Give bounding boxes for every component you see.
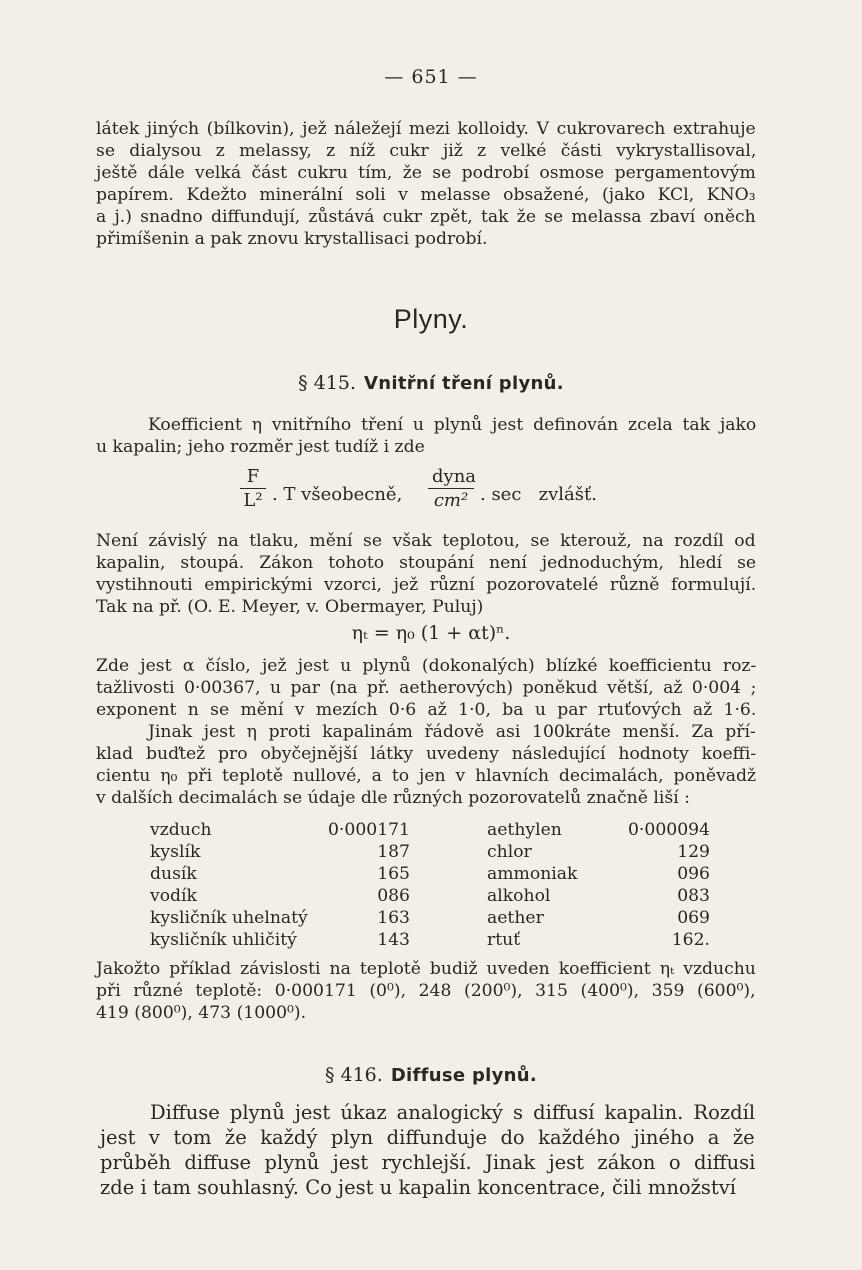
- table-row: [150, 885, 710, 907]
- paragraph-temperature-example: [96, 958, 756, 1024]
- table-cell: 162.: [671, 930, 710, 950]
- text-line: Není závislý na tlaku, mění se však teplotou, se kterouž, na rozdíl od: [96, 531, 756, 551]
- fraction-denominator: L²: [243, 490, 263, 511]
- table-cell: 163: [377, 908, 410, 928]
- table-cell: 0·000171: [327, 820, 410, 840]
- table-cell: 086: [377, 886, 410, 906]
- table-cell: 083: [677, 886, 710, 906]
- text-line: jest v tom že každý plyn diffunduje do každého jiného a že: [100, 1126, 755, 1149]
- table-cell: 096: [677, 864, 710, 884]
- table-cell: 069: [677, 908, 710, 928]
- table-cell: ammoniak: [487, 864, 578, 884]
- table-cell: 165: [377, 864, 410, 884]
- table-cell: vzduch: [150, 820, 212, 840]
- text-line: Jinak jest η proti kapalinám řádově asi 100kráte menší. Za pří-: [148, 722, 756, 742]
- table-cell: kyslík: [150, 842, 201, 862]
- text-line: v dalších decimalách se údaje dle různých pozorovatelů značně liší :: [96, 788, 690, 808]
- dimension-formula: [240, 466, 660, 520]
- section-415-header: [0, 372, 862, 394]
- text-line: přimíšenin a pak znovu krystallisaci podrobí.: [96, 229, 488, 249]
- table-cell: dusík: [150, 864, 197, 884]
- table-cell: 187: [377, 842, 410, 862]
- table-row: [150, 907, 710, 929]
- text-line: 419 (800⁰), 473 (1000⁰).: [96, 1003, 307, 1023]
- table-cell: rtuť: [487, 930, 521, 950]
- table-cell: chlor: [487, 842, 532, 862]
- chapter-title: Plyny.: [393, 304, 469, 334]
- text-line: Koefficient η vnitřního tření u plynů jest definován zcela tak jako: [148, 415, 757, 435]
- table-cell: aether: [487, 908, 544, 928]
- table-cell: vodík: [150, 886, 197, 906]
- page-number: — 651 —: [384, 66, 478, 88]
- fraction-numerator: dyna: [432, 466, 477, 487]
- text-line: tažlivosti 0·00367, u par (na př. aetherových) poněkud větší, až 0·004 ;: [96, 678, 757, 698]
- formula-text: . T všeobecně,: [272, 484, 403, 505]
- text-line: látek jiných (bílkovin), jež náležejí mezi kolloidy. V cukrovarech extrahuje: [96, 119, 756, 139]
- section-heading: Diffuse plynů.: [390, 1065, 538, 1086]
- text-line: u kapalin; jeho rozměr jest tudíž i zde: [96, 437, 425, 457]
- section-number: § 416.: [324, 1064, 383, 1086]
- section-416-header: [0, 1064, 862, 1086]
- table-cell: 0·000094: [627, 820, 710, 840]
- table-row: [150, 929, 710, 951]
- text-line: klad buďtež pro obyčejnější látky uvedeny následující hodnoty koeffi-: [96, 744, 757, 764]
- table-cell: kysličník uhličitý: [150, 930, 297, 950]
- fraction-numerator: F: [246, 466, 260, 487]
- table-row: [150, 841, 710, 863]
- text-line: průběh diffuse plynů jest rychlejší. Jinak jest zákon o diffusi: [100, 1151, 756, 1174]
- text-line: cientu η₀ při teplotě nullové, a to jen v hlavních decimalách, poněvadž: [96, 766, 757, 786]
- table-row: [150, 819, 710, 841]
- fraction-denominator: cm²: [433, 490, 469, 511]
- table-row: [150, 863, 710, 885]
- text-line: exponent n se mění v mezích 0·6 až 1·0, ba u par rtuťových až 1·6.: [96, 700, 757, 720]
- text-line: Zde jest α číslo, jež jest u plynů (dokonalých) blízké koefficientu roz-: [96, 656, 757, 676]
- viscosity-formula: ηₜ = η₀ (1 + αt)ⁿ.: [351, 622, 511, 644]
- table-cell: 143: [377, 930, 410, 950]
- paragraph-viscosity-intro: [96, 414, 756, 458]
- table-cell: aethylen: [487, 820, 562, 840]
- table-cell: alkohol: [487, 886, 551, 906]
- text-line: papírem. Kdežto minerální soli v melasse obsažené, (jako KCl, KNO₃: [96, 185, 756, 205]
- text-line: zde i tam souhlasný. Co jest u kapalin koncentrace, čili množství: [100, 1176, 736, 1199]
- text-line: při různé teplotě: 0·000171 (0⁰), 248 (200⁰), 315 (400⁰), 359 (600⁰),: [96, 981, 756, 1001]
- section-number: § 415.: [298, 372, 356, 394]
- text-line: ještě dále velká část cukru tím, že se podrobí osmose pergamentovým: [96, 163, 756, 183]
- fraction-bar: [240, 488, 266, 489]
- text-line: kapalin, stoupá. Zákon tohoto stoupání není jednoduchým, hledí se: [96, 553, 757, 573]
- intro-paragraph: [96, 118, 756, 250]
- table-cell: kysličník uhelnatý: [150, 908, 308, 928]
- fraction-bar: [428, 488, 474, 489]
- text-line: se dialysou z melassy, z níž cukr již z velké části vykrystallisoval,: [96, 141, 757, 161]
- fraction-dyna-cm2: [428, 466, 477, 511]
- paragraph-gas-diffusion: [100, 1100, 755, 1200]
- text-line: a j.) snadno diffundují, zůstává cukr zpět, tak že se melassa zbaví oněch: [96, 207, 756, 227]
- text-line: Tak na př. (O. E. Meyer, v. Obermayer, Puluj): [96, 597, 484, 617]
- formula-text: . sec zvlášť.: [480, 484, 597, 505]
- text-line: Jakožto příklad závislosti na teplotě budiž uveden koefficient ηₜ vzduchu: [96, 959, 756, 979]
- fraction-force-area: [240, 466, 266, 511]
- viscosity-table: [150, 819, 710, 951]
- text-line: Diffuse plynů jest úkaz analogický s diffusí kapalin. Rozdíl: [150, 1101, 756, 1124]
- text-line: vystihnouti empirickými vzorci, jež různí pozorovatelé různě formulují.: [96, 575, 757, 595]
- paragraph-temperature: [96, 530, 756, 618]
- paragraph-exponent: [96, 655, 756, 809]
- table-cell: 129: [677, 842, 710, 862]
- section-heading: Vnitřní tření plynů.: [364, 373, 564, 394]
